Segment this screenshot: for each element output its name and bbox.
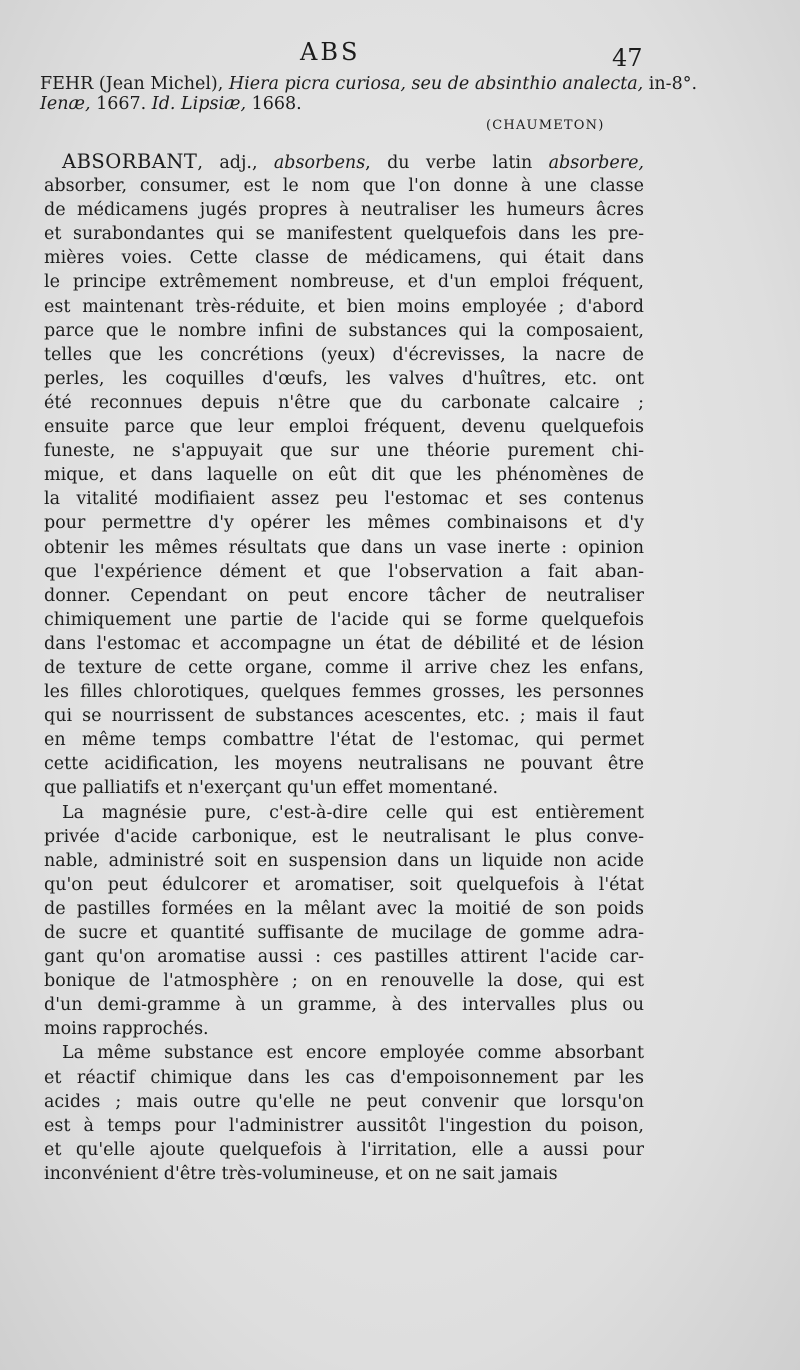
text-line: de médicamens jugés propres à neutraliser les humeurs âcres	[44, 200, 644, 221]
headword-grammar: , adj.,	[197, 153, 274, 173]
text-line: la vitalité modifiaient assez peu l'estomac et ses contenus	[44, 489, 644, 510]
text-line: chimiquement une partie de l'acide qui se forme quelquefois	[44, 609, 644, 630]
text-line: de pastilles formées en la mêlant avec la moitié de son poids	[44, 898, 644, 919]
text-line: que palliatifs et n'exerçant qu'un effet momentané.	[44, 778, 499, 799]
text-line: est maintenant très-réduite, et bien moins employée ; d'abord	[44, 296, 644, 317]
text-line: qu'on peut édulcorer et aromatiser, soit quelquefois à l'état	[44, 874, 644, 895]
bibliography-entry	[40, 74, 698, 114]
text-line: est à temps pour l'administrer aussitôt l'ingestion du poison,	[44, 1115, 644, 1136]
text-line: que l'expérience dément et que l'observation a fait aban-	[44, 561, 644, 582]
latin-term: absorbens	[273, 153, 366, 173]
text-line: pour permettre d'y opérer les mêmes combinaisons et d'y	[44, 513, 644, 534]
text-line: funeste, ne s'appuyait que sur une théorie purement chi-	[44, 441, 644, 462]
text-line: dans l'estomac et accompagne un état de débilité et de lésion	[44, 633, 644, 654]
author-signature: (CHAUMETON)	[486, 118, 605, 133]
text-line: été reconnues depuis n'être que du carbonate calcaire ;	[44, 392, 644, 413]
text-line: parce que le nombre infini de substances qui la composaient,	[44, 320, 644, 341]
etymology-text: , du verbe latin	[365, 153, 549, 173]
text-line: acides ; mais outre qu'elle ne peut convenir que lorsqu'on	[44, 1091, 644, 1112]
article-paragraph-1	[44, 150, 644, 801]
article-body	[44, 150, 644, 1186]
article-paragraph-2	[44, 801, 644, 1042]
page-number: 47	[612, 44, 643, 72]
text-line: bonique de l'atmosphère ; on en renouvelle la dose, qui est	[44, 971, 644, 992]
text-line: de sucre et quantité suffisante de mucilage de gomme adra-	[44, 923, 644, 943]
bibliography-title: Hiera picra curiosa, seu de absinthio analecta,	[228, 74, 644, 94]
text-line: nable, administré soit en suspension dans un liquide non acide	[44, 850, 644, 871]
text-line: perles, les coquilles d'œufs, les valves d'huîtres, etc. ont	[44, 368, 644, 389]
running-head: ABS	[300, 38, 361, 66]
text-line: mières voies. Cette classe de médicamens, qui était dans	[44, 248, 644, 269]
bibliography-reference: Id. Lipsiæ,	[151, 94, 247, 114]
text-line: cette acidification, les moyens neutralisans ne pouvant être	[44, 754, 644, 775]
text-line: inconvénient d'être très-volumineuse, et on ne sait jamais	[44, 1163, 558, 1184]
text-line: telles que les concrétions (yeux) d'écrevisses, la nacre de	[44, 344, 644, 365]
text-line: les filles chlorotiques, quelques femmes grosses, les personnes	[44, 682, 644, 703]
bibliography-year-2: 1668.	[246, 94, 302, 114]
article-paragraph-3	[44, 1041, 644, 1186]
text-line: privée d'acide carbonique, est le neutralisant le plus conve-	[44, 826, 644, 847]
text-line: mique, et dans laquelle on eût dit que les phénomènes de	[44, 465, 644, 486]
text-line: en même temps combattre l'état de l'estomac, qui permet	[44, 730, 644, 751]
bibliography-line-2	[40, 94, 650, 114]
text-line: et qu'elle ajoute quelquefois à l'irritation, elle a aussi pour	[44, 1139, 644, 1160]
bibliography-place: Ienæ,	[40, 94, 91, 114]
latin-verb: absorbere,	[548, 153, 644, 173]
bibliography-line-1	[40, 74, 698, 94]
page-header	[0, 38, 800, 78]
text-line: le principe extrêmement nombreuse, et d'un emploi fréquent,	[44, 272, 644, 293]
text-line: qui se nourrissent de substances acescentes, etc. ; mais il faut	[44, 706, 644, 727]
text-line: obtenir les mêmes résultats que dans un vase inerte : opinion	[44, 537, 644, 558]
article-headword: ABSORBANT	[62, 150, 198, 173]
text-line: d'un demi-gramme à un gramme, à des intervalles plus ou	[44, 995, 644, 1016]
text-line: de texture de cette organe, comme il arrive chez les enfans,	[44, 657, 644, 678]
text-line: donner. Cependant on peut encore tâcher de neutraliser	[44, 585, 644, 606]
text-line: La même substance est encore employée comme absorbant	[62, 1043, 644, 1064]
text-line: et réactif chimique dans les cas d'empoisonnement par les	[44, 1067, 644, 1088]
bibliography-format: in-8°.	[643, 74, 698, 94]
bibliography-author: FEHR (Jean Michel),	[40, 74, 229, 94]
article-first-line	[44, 150, 644, 174]
text-line: ensuite parce que leur emploi fréquent, devenu quelquefois	[44, 417, 644, 438]
text-line: moins rapprochés.	[44, 1019, 209, 1040]
text-line: absorber, consumer, est le nom que l'on donne à une classe	[44, 176, 644, 197]
bibliography-year: 1667.	[90, 94, 152, 114]
text-line: et surabondantes qui se manifestent quelquefois dans les pre-	[44, 224, 644, 245]
text-line: La magnésie pure, c'est-à-dire celle qui est entièrement	[62, 802, 644, 823]
text-line: gant qu'on aromatise aussi : ces pastilles attirent l'acide car-	[44, 947, 644, 968]
